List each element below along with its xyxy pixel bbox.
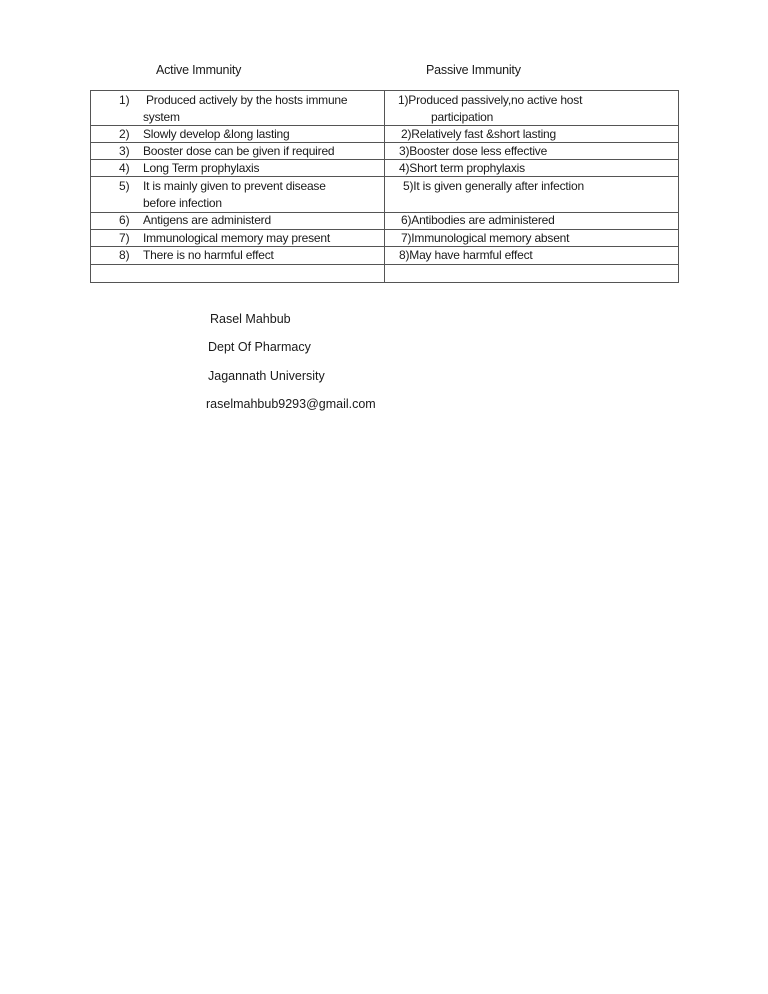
- active-cell: Slowly develop &long lasting: [143, 127, 290, 141]
- active-cell: Booster dose can be given if required: [143, 144, 335, 158]
- passive-immunity-heading: Passive Immunity: [426, 63, 521, 77]
- passive-cell: 4)Short term prophylaxis: [399, 161, 525, 175]
- passive-cell: 1)Produced passively,no active host: [398, 93, 583, 107]
- passive-cell: participation: [431, 110, 494, 124]
- author-department: Dept Of Pharmacy: [208, 340, 311, 354]
- row-number: 8): [119, 248, 130, 262]
- row-divider: [91, 264, 678, 265]
- active-cell: There is no harmful effect: [143, 248, 274, 262]
- active-cell: Produced actively by the hosts immune: [146, 93, 348, 107]
- row-number: 7): [119, 231, 130, 245]
- active-cell: Long Term prophylaxis: [143, 161, 260, 175]
- row-number: 4): [119, 161, 130, 175]
- row-number: 5): [119, 179, 130, 193]
- passive-cell: 5)It is given generally after infection: [403, 179, 584, 193]
- comparison-table: [90, 90, 679, 283]
- active-immunity-heading: Active Immunity: [156, 63, 242, 77]
- passive-cell: 2)Relatively fast &short lasting: [401, 127, 557, 141]
- column-divider: [384, 91, 385, 282]
- active-cell: Antigens are administerd: [143, 213, 271, 227]
- author-university: Jagannath University: [208, 369, 325, 383]
- passive-cell: 8)May have harmful effect: [399, 248, 533, 262]
- active-cell: system: [143, 110, 180, 124]
- active-cell: Immunological memory may present: [143, 231, 331, 245]
- active-cell: It is mainly given to prevent disease: [143, 179, 326, 193]
- row-number: 2): [119, 127, 130, 141]
- row-number: 1): [119, 93, 130, 107]
- row-number: 3): [119, 144, 130, 158]
- passive-cell: 3)Booster dose less effective: [399, 144, 548, 158]
- passive-cell: 7)Immunological memory absent: [401, 231, 570, 245]
- author-name: Rasel Mahbub: [210, 312, 291, 326]
- active-cell: before infection: [143, 196, 222, 210]
- author-email: raselmahbub9293@gmail.com: [206, 397, 376, 411]
- passive-cell: 6)Antibodies are administered: [401, 213, 555, 227]
- row-number: 6): [119, 213, 130, 227]
